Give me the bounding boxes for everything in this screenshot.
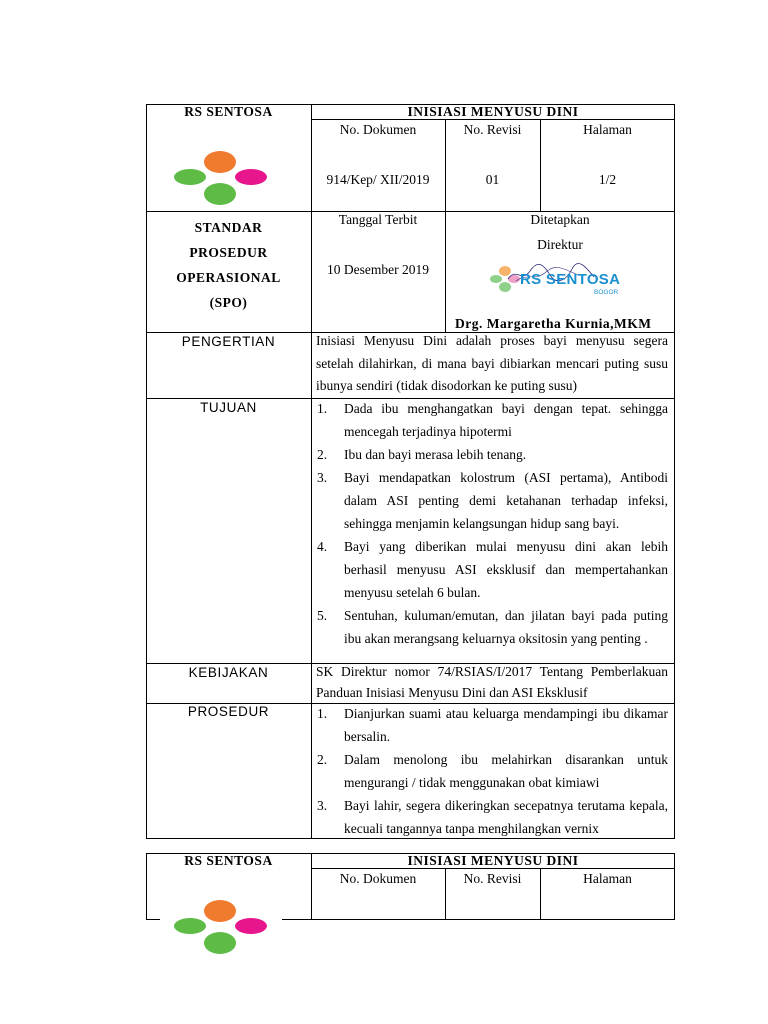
document-title: INISIASI MENYUSU DINI [407,104,579,119]
col-header-page-2: Halaman [583,871,632,886]
list-item-number: 2. [317,447,328,462]
issue-date-label: Tanggal Terbit [338,212,418,227]
kebijakan-text: SK Direktur nomor 74/RSIAS/I/2017 Tentang Pemberlakuan Panduan Inisiasi Menyusu Dini dan ASI Eksklusif [316,664,668,700]
list-item-text: Bayi mendapatkan kolostrum (ASI pertama), Antibodi dalam ASI penting demi ketahanan terhadap infeksi, sehingga menjamin kelangsungan hidup sang bayi. [344,470,668,531]
list-item [314,535,668,604]
list-item-number: 1. [317,401,328,416]
logo-petal-green-left [174,169,206,185]
list-item-number: 3. [317,798,328,813]
spo-line-operasional: OPERASIONAL [176,270,281,285]
list-item-text: Dada ibu menghangatkan bayi dengan tepat. sehingga mencegah terjadinya hipotermi [344,401,668,439]
list-item-number: 5. [317,608,328,623]
prosedur-list [314,702,668,840]
issue-date-value: 10 Desember 2019 [327,262,429,277]
approved-role: Direktur [537,237,583,252]
logo-petal-green-bottom [204,183,236,205]
list-item [314,702,668,748]
section-label-prosedur: PROSEDUR [187,704,270,719]
hospital-name-2: RS SENTOSA [184,853,273,868]
list-item-text: Bayi lahir, segera dikeringkan secepatnya terutama kepala, kecuali tangannya tanpa menghilangkan vernix [344,798,668,836]
col-header-doc: No. Dokumen [339,122,417,137]
list-item [314,443,668,466]
table-border-left [146,104,147,839]
spo-line-abbrev: (SPO) [209,295,248,310]
list-item-text: Bayi yang diberikan mulai menyusu dini akan lebih berhasil menyusu ASI eksklusif dan mempertahankan menyusu setelah 6 bulan. [344,539,668,600]
col-header-page: Halaman [583,122,632,137]
col-header-doc-2: No. Dokumen [339,871,417,886]
logo-petal-magenta [235,918,267,934]
spo-line-standar: STANDAR [194,220,263,235]
spo-line-prosedur: PROSEDUR [189,245,268,260]
list-item [314,397,668,443]
logo-petal-orange [204,151,236,173]
logo-petal-green-left [174,918,206,934]
pengertian-text: Inisiasi Menyusu Dini adalah proses bayi menyusu segera setelah dilahirkan, di mana bayi dibiarkan mencari puting susu ibunya sendiri (tidak disodorkan ke puting susu) [316,333,668,393]
section-label-pengertian: PENGERTIAN [181,334,276,349]
revision-number: 01 [485,172,500,187]
col-header-rev-2: No. Revisi [463,871,522,886]
logo-petal-green-bottom [204,932,236,954]
list-item-text: Sentuhan, kuluman/emutan, dan jilatan bayi pada puting ibu akan merangsang keluarnya oksitosin yang penting . [344,608,668,646]
director-name: Drg. Margaretha Kurnia,MKM [455,316,652,331]
list-item-text: Dianjurkan suami atau keluarga mendampingi ibu dikamar bersalin. [344,706,668,744]
list-item [314,604,668,650]
list-item-text: Ibu dan bayi merasa lebih tenang. [344,447,527,462]
document-title-2: INISIASI MENYUSU DINI [407,853,579,868]
col-header-rev: No. Revisi [463,122,522,137]
logo-petal-magenta [235,169,267,185]
list-item-text: Dalam menolong ibu melahirkan disarankan untuk mengurangi / tidak menggunakan obat kimiawi [344,752,668,790]
stamp-logo-text: RS SENTOSA [520,271,621,288]
page-number: 1/2 [598,172,617,187]
section-label-kebijakan: KEBIJAKAN [188,665,269,680]
list-item [314,466,668,535]
list-item-number: 3. [317,470,328,485]
list-item [314,794,668,840]
logo-petal-orange [204,900,236,922]
approved-label: Ditetapkan [530,212,590,227]
section-label-tujuan: TUJUAN [200,400,257,415]
hospital-logo [172,150,268,206]
list-item-number: 2. [317,752,328,767]
hospital-logo-2 [172,899,268,955]
tujuan-list [314,397,668,650]
list-item-number: 1. [317,706,328,721]
hospital-name: RS SENTOSA [184,104,273,119]
stamp-logo-subtext: BOGOR [594,289,619,296]
list-item-number: 4. [317,539,328,554]
doc-number: 914/Kep/ XII/2019 [326,172,430,187]
hospital-stamp-logo [490,263,630,299]
list-item [314,748,668,794]
